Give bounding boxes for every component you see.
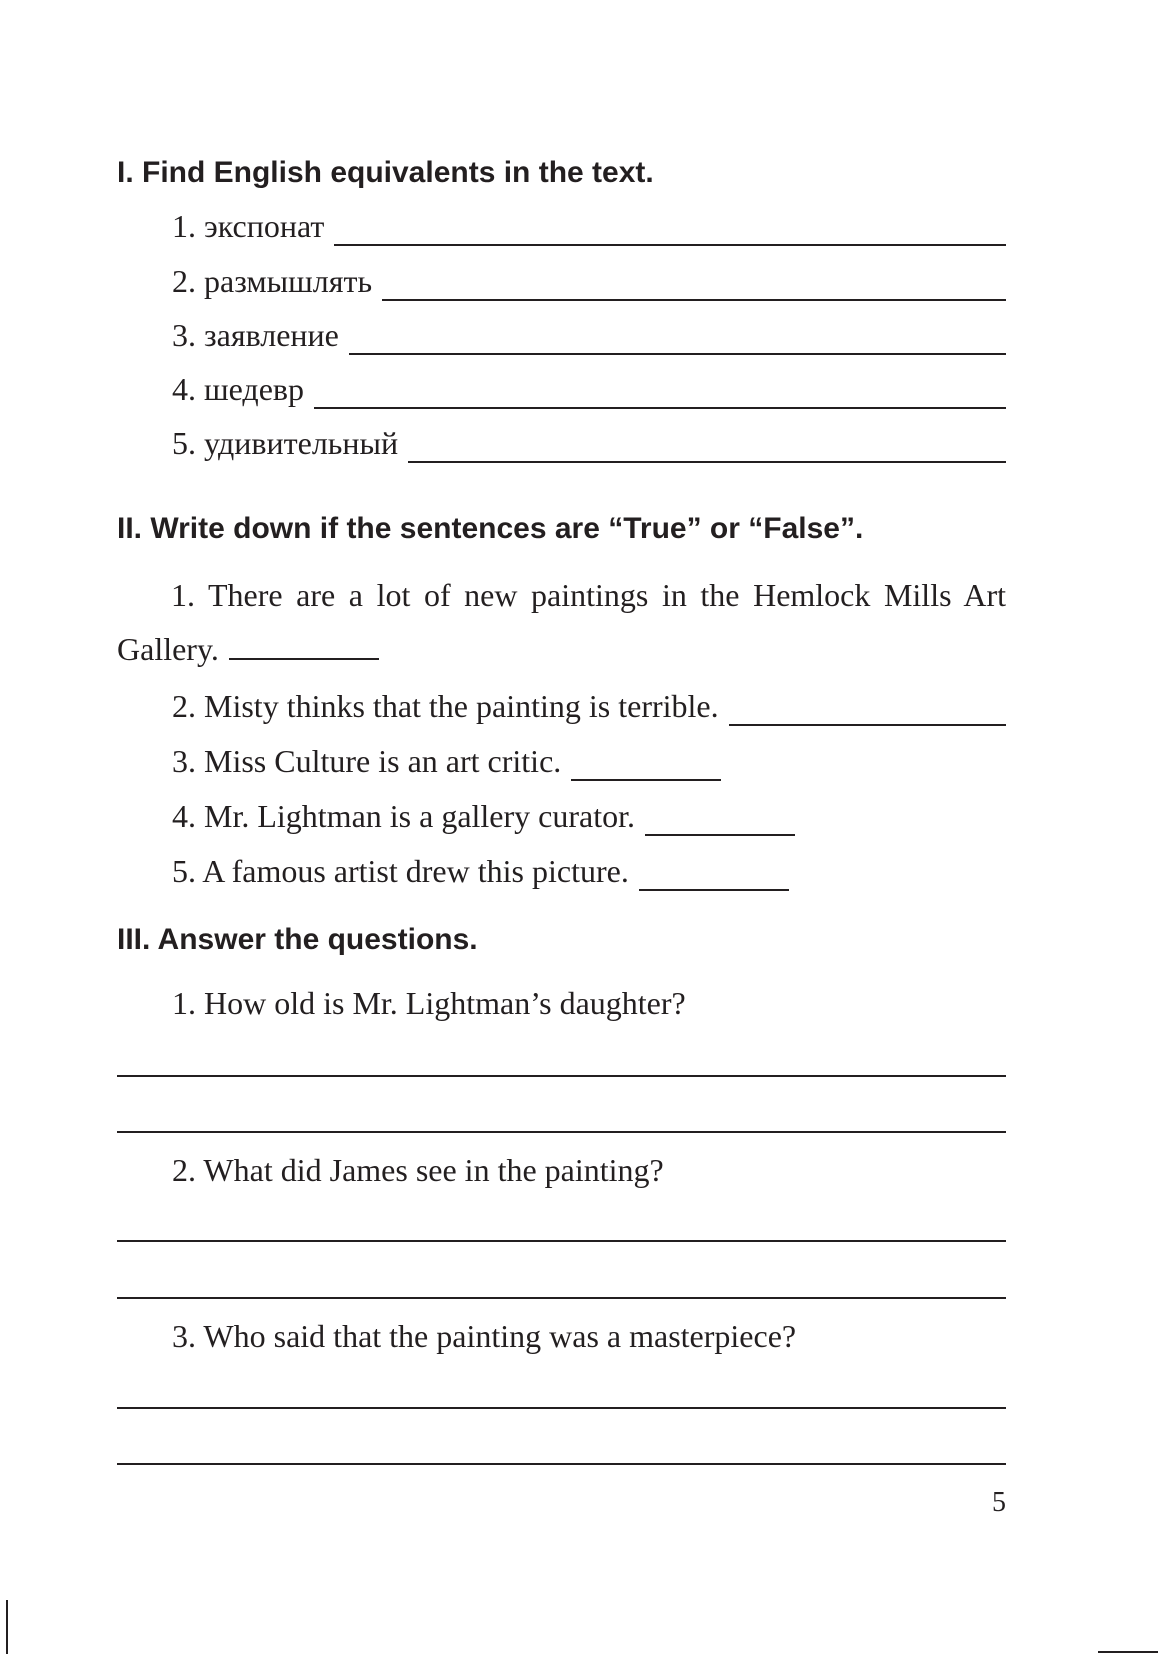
question-3-answer-line-2[interactable] (117, 1463, 1006, 1465)
vocab-item-2-text: 2. размышлять (172, 263, 373, 299)
vocab-item-5-answer-blank[interactable] (408, 431, 1006, 463)
true-false-item-3-answer-blank[interactable] (571, 749, 721, 781)
scan-edge-mark-right (1098, 1651, 1158, 1653)
vocab-item-3 (172, 315, 1006, 355)
true-false-item-1-answer-blank[interactable] (229, 632, 379, 660)
true-false-item-4 (172, 796, 795, 836)
true-false-item-3 (172, 741, 721, 781)
question-1: 1. How old is Mr. Lightman’s daughter? (172, 985, 686, 1021)
vocab-item-1-answer-blank[interactable] (334, 214, 1006, 246)
true-false-item-3-text: 3. Miss Culture is an art critic. (172, 743, 562, 779)
vocab-item-1 (172, 206, 1006, 246)
vocab-item-4 (172, 369, 1006, 409)
vocab-item-5 (172, 423, 1006, 463)
true-false-item-4-answer-blank[interactable] (645, 804, 795, 836)
true-false-item-1-text: 1. There are a lot of new paintings in the Hemlock Mills Art Gallery. (117, 577, 1006, 667)
vocab-item-2 (172, 261, 1006, 301)
true-false-item-5 (172, 851, 789, 891)
true-false-item-2 (172, 686, 1006, 726)
true-false-item-5-text: 5. A famous artist drew this picture. (172, 853, 629, 889)
question-3: 3. Who said that the painting was a masterpiece? (172, 1318, 797, 1354)
scan-edge-mark (6, 1600, 8, 1654)
question-2-answer-line-1[interactable] (117, 1240, 1006, 1242)
vocab-item-3-answer-blank[interactable] (349, 323, 1006, 355)
question-1-answer-line-1[interactable] (117, 1075, 1006, 1077)
vocab-item-4-text: 4. шедевр (172, 371, 305, 407)
question-2: 2. What did James see in the painting? (172, 1152, 664, 1188)
vocab-item-2-answer-blank[interactable] (382, 269, 1006, 301)
vocab-item-5-text: 5. удивительный (172, 425, 399, 461)
question-3-answer-line-1[interactable] (117, 1407, 1006, 1409)
true-false-item-1 (117, 568, 1006, 676)
section-2-heading: II. Write down if the sentences are “True” or “False”. (117, 512, 864, 545)
section-3-heading: III. Answer the questions. (117, 923, 478, 956)
question-2-answer-line-2[interactable] (117, 1297, 1006, 1299)
true-false-item-5-answer-blank[interactable] (639, 859, 789, 891)
true-false-item-2-text: 2. Misty thinks that the painting is terrible. (172, 688, 719, 724)
vocab-item-4-answer-blank[interactable] (314, 377, 1006, 409)
vocab-item-3-text: 3. заявление (172, 317, 339, 353)
true-false-item-4-text: 4. Mr. Lightman is a gallery curator. (172, 798, 635, 834)
true-false-item-2-answer-blank[interactable] (729, 694, 1006, 726)
vocab-item-1-text: 1. экспонат (172, 208, 325, 244)
question-1-answer-line-2[interactable] (117, 1131, 1006, 1133)
section-1-heading: I. Find English equivalents in the text. (117, 156, 654, 189)
page-number: 5 (992, 1487, 1006, 1518)
